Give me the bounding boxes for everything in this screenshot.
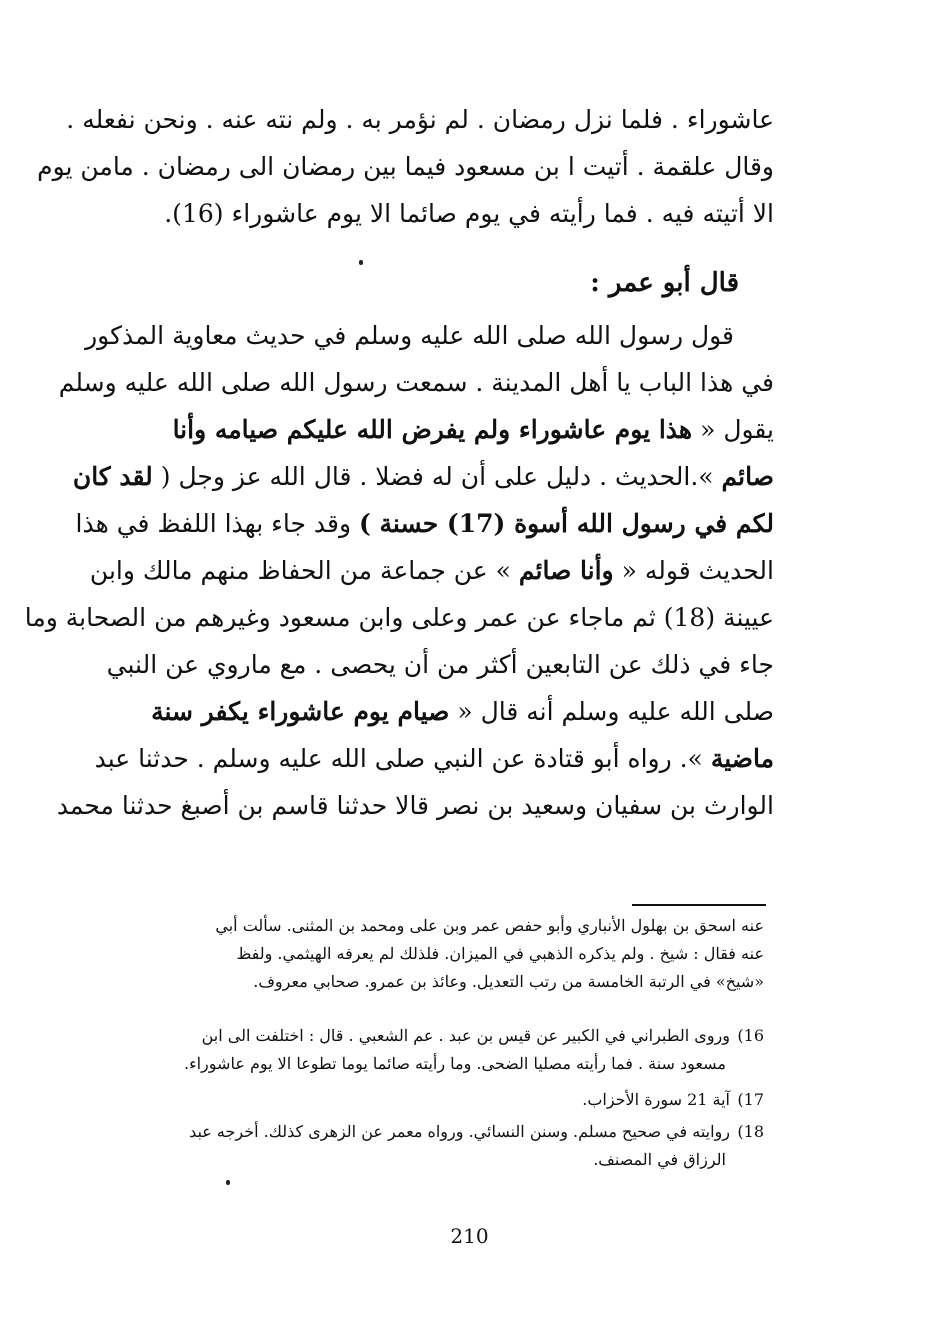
hadith-quote: صيام يوم عاشوراء يكفر سنة bbox=[151, 697, 450, 726]
text-line bbox=[132, 406, 774, 453]
footnote-continuation bbox=[132, 912, 764, 996]
top-paragraph bbox=[37, 96, 774, 237]
text-line: قول رسول الله صلى الله عليه وسلم في حديث معاوية المذكور bbox=[85, 321, 734, 350]
footnote-line bbox=[132, 1118, 764, 1146]
footnote-line: مسعود سنة . فما رأيته مصليا الضحى. وما رأيته صائما يوما تطوعا الا يوم عاشوراء. bbox=[184, 1054, 726, 1073]
footnote-line: «شيخ» في الرتبة الخامسة من رتب التعديل. وعائذ بن عمرو. صحابي معروف. bbox=[253, 972, 764, 991]
footnote-text: روايته في صحيح مسلم. وسنن النسائي. ورواه معمر عن الزهرى كذلك. أخرجه عبد bbox=[189, 1122, 730, 1141]
footnote-line bbox=[132, 1022, 764, 1050]
text-line: وقال علقمة . أتيت ا بن مسعود فيما بين رمضان الى رمضان . مامن يوم bbox=[37, 152, 774, 181]
text-line bbox=[89, 547, 774, 594]
text-line bbox=[72, 453, 774, 500]
text-line: الا أتيته فيه . فما رأيته في يوم صائما الا يوم عاشوراء (16). bbox=[164, 199, 774, 228]
footnote-line: عنه اسحق بن بهلول الأنباري وأبو حفص عمر وبن على ومحمد بن المثنى. سألت أبي bbox=[215, 916, 764, 935]
footnote-line bbox=[132, 1086, 764, 1114]
text-run: يقول « bbox=[692, 415, 774, 444]
text-run: الحديث قوله « bbox=[613, 556, 774, 585]
text-line: عيينة (18) ثم ماجاء عن عمر وعلى وابن مسعود وغيرهم من الصحابة وما bbox=[24, 603, 774, 632]
hadith-quote: صائم bbox=[721, 462, 774, 491]
hadith-quote: هذا يوم عاشوراء ولم يفرض الله عليكم صيامه وأنا bbox=[172, 415, 693, 444]
footnote-16 bbox=[132, 1022, 764, 1078]
text-line bbox=[75, 500, 774, 547]
body-paragraph bbox=[24, 312, 774, 829]
footnote-line: عنه فقال : شيخ . ولم يذكره الذهبي في الميزان. فلذلك لم يعرفه الهيثمي. ولفظ bbox=[236, 944, 764, 963]
hadith-quote: وأنا صائم bbox=[518, 556, 614, 585]
footnote-text: وروى الطبراني في الكبير عن قيس بن عبد . عم الشعبي . قال : اختلفت الى ابن bbox=[201, 1026, 730, 1045]
page-number: 210 bbox=[450, 1224, 489, 1248]
footnote-18 bbox=[132, 1118, 764, 1174]
text-line: في هذا الباب يا أهل المدينة . سمعت رسول الله صلى الله عليه وسلم bbox=[58, 368, 774, 397]
footnote-line: الرزاق في المصنف. bbox=[593, 1150, 726, 1169]
text-line: عاشوراء . فلما نزل رمضان . لم نؤمر به . ولم نته عنه . ونحن نفعله . bbox=[66, 105, 774, 134]
print-speck bbox=[359, 260, 363, 265]
print-speck bbox=[226, 1180, 230, 1185]
footnote-number: 16) bbox=[737, 1026, 764, 1045]
footnote-separator bbox=[632, 904, 766, 906]
text-run: ». رواه أبو قتادة عن النبي صلى الله عليه وسلم . حدثنا عبد bbox=[94, 744, 711, 773]
text-line bbox=[132, 688, 774, 735]
text-run: صلى الله عليه وسلم أنه قال « bbox=[449, 697, 774, 726]
text-run: ».الحديث . دليل على أن له فضلا . قال الله عز وجل ( bbox=[152, 462, 722, 491]
footnote-text: آية 21 سورة الأحزاب. bbox=[582, 1090, 730, 1109]
text-run: » عن جماعة من الحفاظ منهم مالك وابن bbox=[89, 556, 519, 585]
quran-quote: لقد كان bbox=[72, 462, 153, 491]
text-run: وقد جاء بهذا اللفظ في هذا bbox=[75, 509, 359, 538]
text-line bbox=[94, 735, 774, 782]
hadith-quote: ماضية bbox=[710, 744, 774, 773]
text-line: جاء في ذلك عن التابعين أكثر من أن يحصى . مع ماروي عن النبي bbox=[106, 650, 774, 679]
section-heading: قال أبو عمر : bbox=[590, 268, 739, 298]
text-line: الوارث بن سفيان وسعيد بن نصر قالا حدثنا قاسم بن أصبغ حدثنا محمد bbox=[56, 791, 774, 820]
footnote-number: 17) bbox=[737, 1090, 764, 1109]
footnote-17 bbox=[132, 1086, 764, 1114]
footnote-number: 18) bbox=[737, 1122, 764, 1141]
quran-quote: لكم في رسول الله أسوة (17) حسنة ) bbox=[358, 509, 774, 538]
